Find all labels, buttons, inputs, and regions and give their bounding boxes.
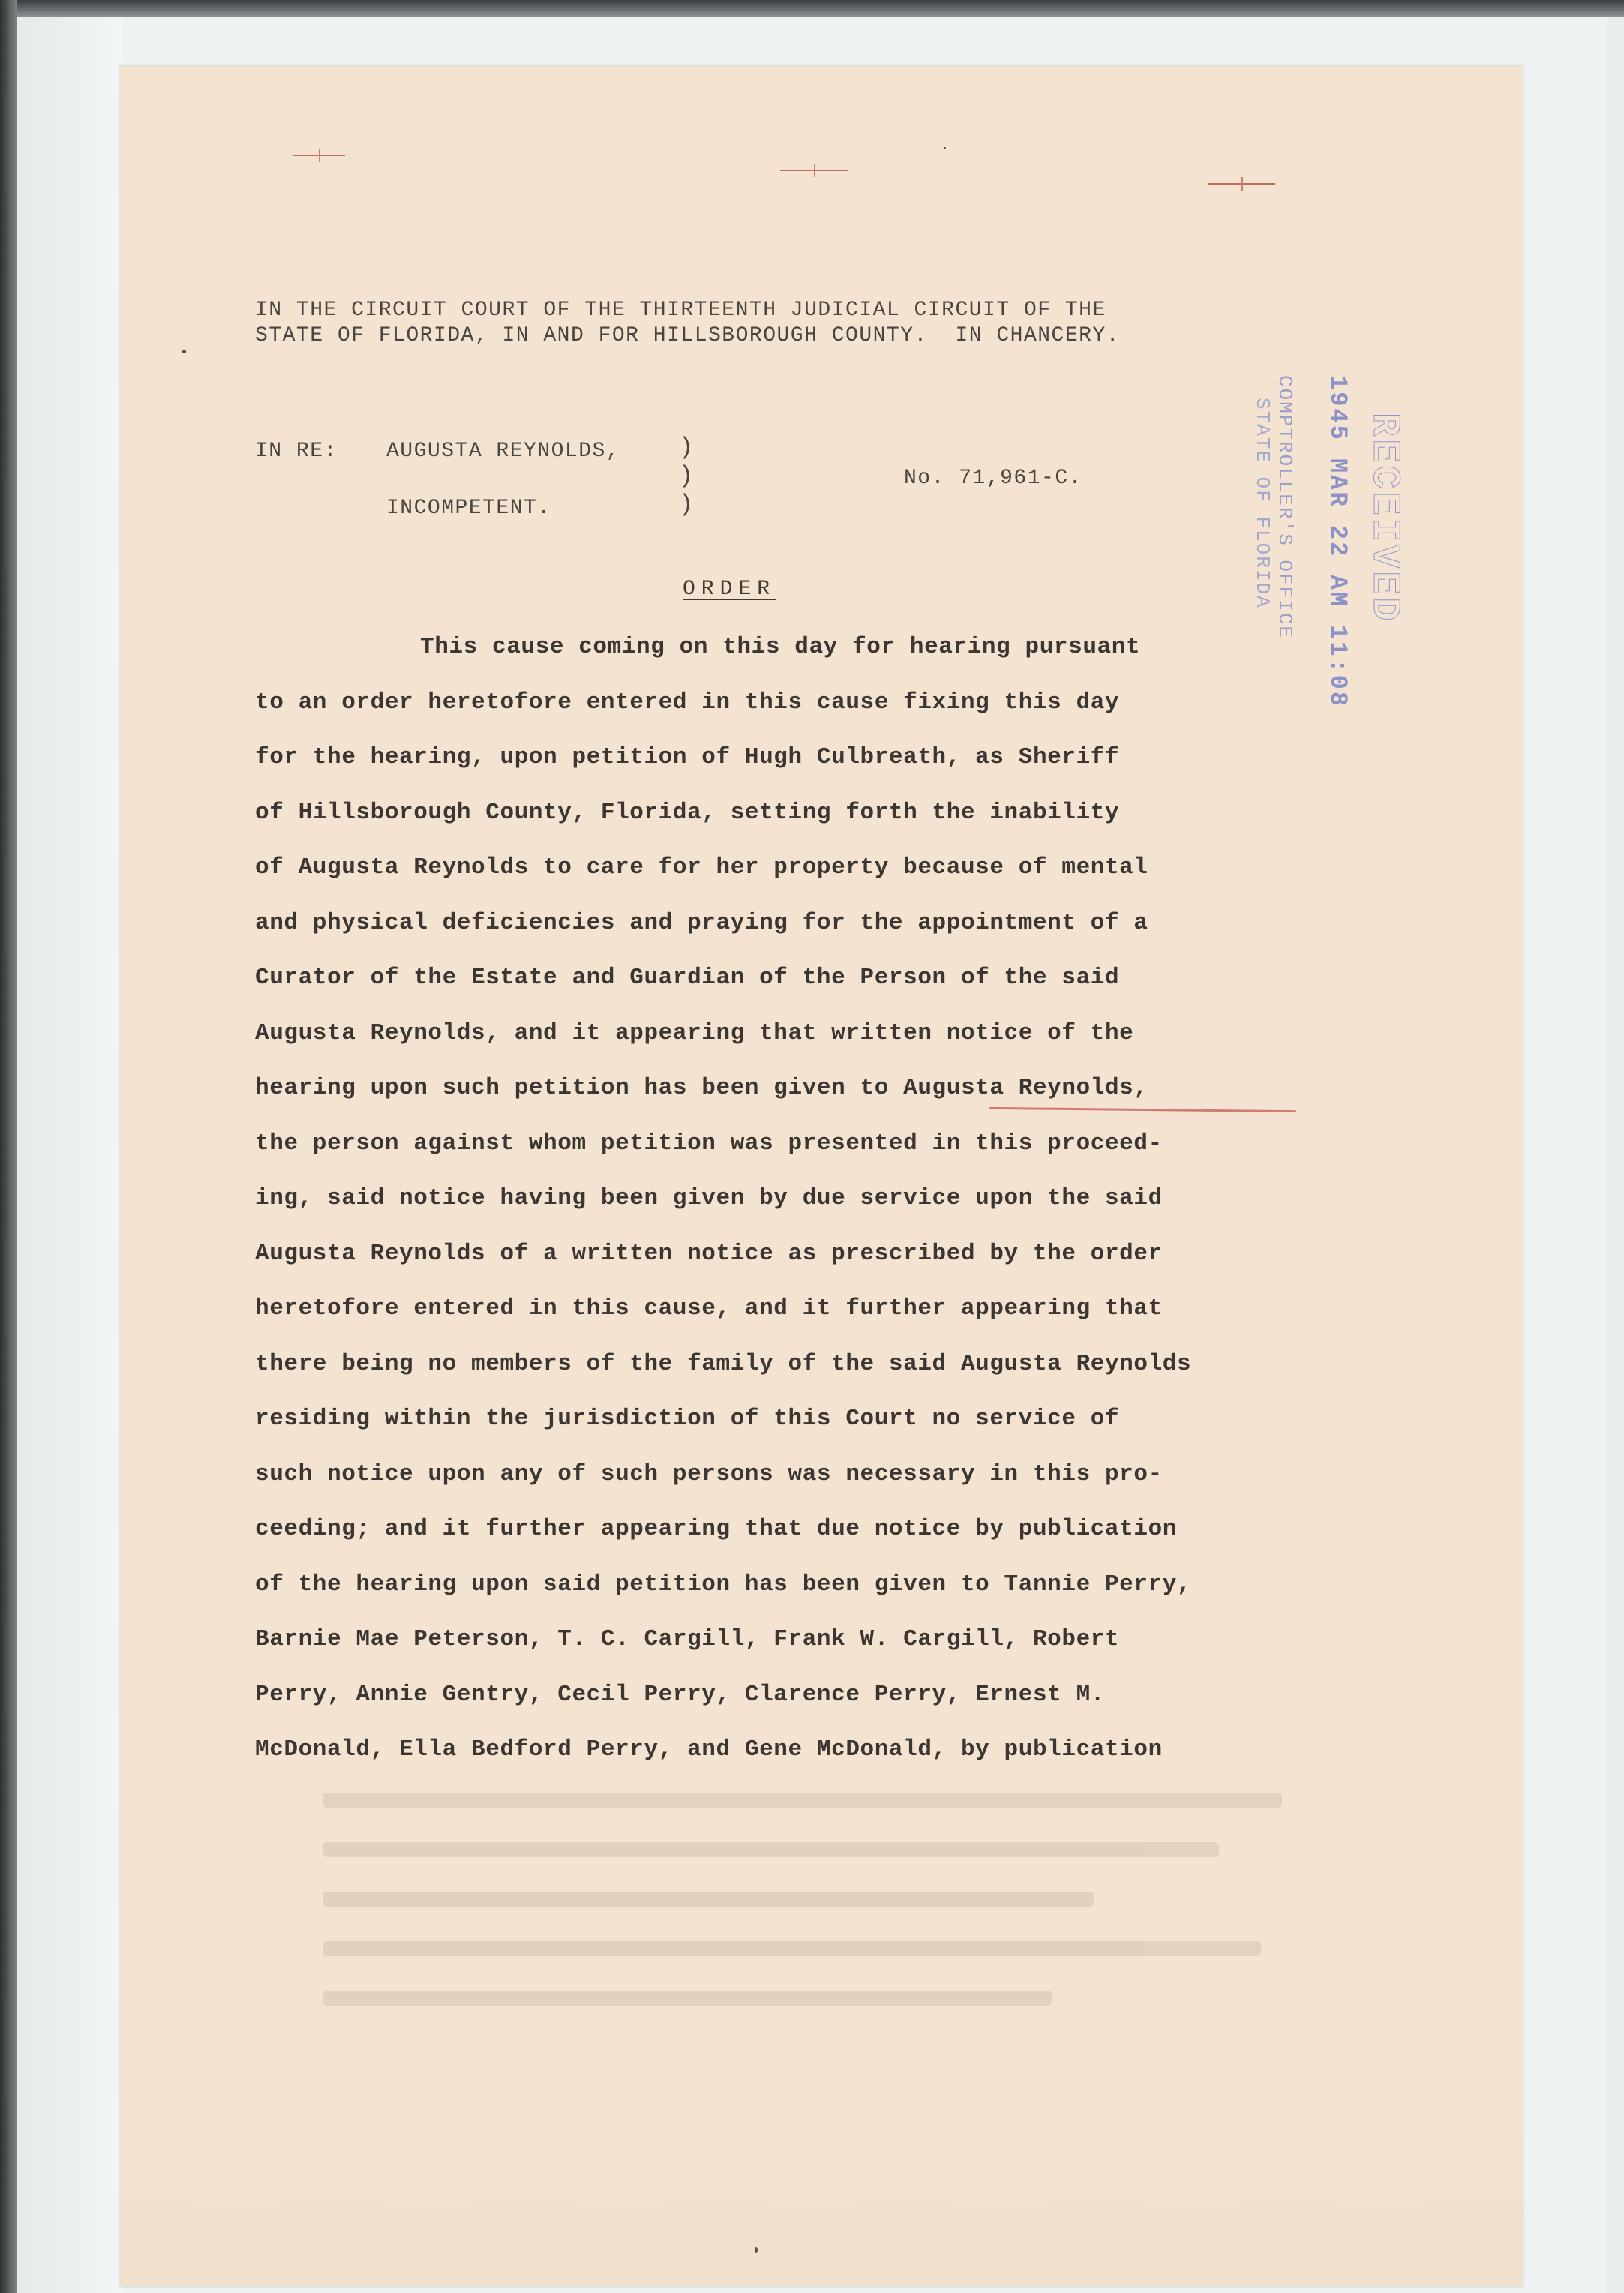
paper-speck xyxy=(755,2247,758,2253)
paper-speck xyxy=(182,350,186,353)
court-heading-line-1: IN THE CIRCUIT COURT OF THE THIRTEENTH JUDICIAL CIRCUIT OF THE xyxy=(255,299,1106,322)
body-line: Perry, Annie Gentry, Cecil Perry, Clarence Perry, Ernest M. xyxy=(255,1682,1105,1708)
paper-speck xyxy=(944,147,946,149)
stamp-received-text: RECEIVED xyxy=(1362,413,1406,624)
scanner-top-edge xyxy=(0,0,1624,17)
body-line: of Hillsborough County, Florida, setting forth the inability xyxy=(255,800,1120,826)
caption-brace: ) ) ) xyxy=(679,434,694,518)
body-line: hearing upon such petition has been given to Augusta Reynolds, xyxy=(255,1075,1148,1101)
body-line: and physical deficiencies and praying for the appointment of a xyxy=(255,910,1148,936)
body-line: heretofore entered in this cause, and it further appearing that xyxy=(255,1295,1163,1322)
court-heading-line-2: STATE OF FLORIDA, IN AND FOR HILLSBOROUGH COUNTY. IN CHANCERY. xyxy=(255,324,1121,347)
alignment-mark-center xyxy=(780,170,848,171)
party-name: AUGUSTA REYNOLDS, xyxy=(386,440,620,463)
stamp-office-text: COMPTROLLER'S OFFICE xyxy=(1274,375,1296,640)
stamp-state-text: STATE OF FLORIDA xyxy=(1251,398,1274,609)
body-line: ceeding; and it further appearing that due notice by publication xyxy=(255,1516,1177,1542)
body-line: Augusta Reynolds of a written notice as prescribed by the order xyxy=(255,1241,1163,1267)
in-re-label: IN RE: xyxy=(255,440,338,463)
scanner-left-edge xyxy=(0,0,17,2293)
party-status: INCOMPETENT. xyxy=(386,497,551,520)
alignment-mark-right xyxy=(1208,183,1275,185)
reverse-side-show-through xyxy=(323,1793,1365,2033)
body-line: of the hearing upon said petition has been given to Tannie Perry, xyxy=(255,1571,1192,1598)
body-line: there being no members of the family of the said Augusta Reynolds xyxy=(255,1351,1192,1377)
body-line: to an order heretofore entered in this cause fixing this day xyxy=(255,689,1120,716)
alignment-mark-left xyxy=(293,155,345,156)
page-bottom-shade xyxy=(120,2025,1523,2286)
body-line: McDonald, Ella Bedford Perry, and Gene McDonald, by publication xyxy=(255,1736,1163,1763)
body-line: the person against whom petition was presented in this proceed- xyxy=(255,1130,1163,1157)
body-line: This cause coming on this day for hearing pursuant xyxy=(420,634,1141,660)
body-line: for the hearing, upon petition of Hugh Culbreath, as Sheriff xyxy=(255,744,1120,770)
stamp-date-text: 1945 MAR 22 AM 11:08 xyxy=(1324,375,1352,709)
body-line: of Augusta Reynolds to care for her property because of mental xyxy=(255,854,1148,881)
body-line: Curator of the Estate and Guardian of the Person of the said xyxy=(255,965,1120,991)
received-stamp xyxy=(1215,375,1410,709)
body-line: ing, said notice having been given by due service upon the said xyxy=(255,1185,1163,1211)
order-title: ORDER xyxy=(683,578,776,601)
body-line: Augusta Reynolds, and it appearing that written notice of the xyxy=(255,1020,1134,1046)
body-line: such notice upon any of such persons was necessary in this pro- xyxy=(255,1461,1163,1487)
body-line: residing within the jurisdiction of this Court no service of xyxy=(255,1406,1120,1432)
scanner-backing-shade xyxy=(17,17,122,2293)
body-line: Barnie Mae Peterson, T. C. Cargill, Frank W. Cargill, Robert xyxy=(255,1626,1120,1652)
case-number: No. 71,961-C. xyxy=(904,467,1082,490)
